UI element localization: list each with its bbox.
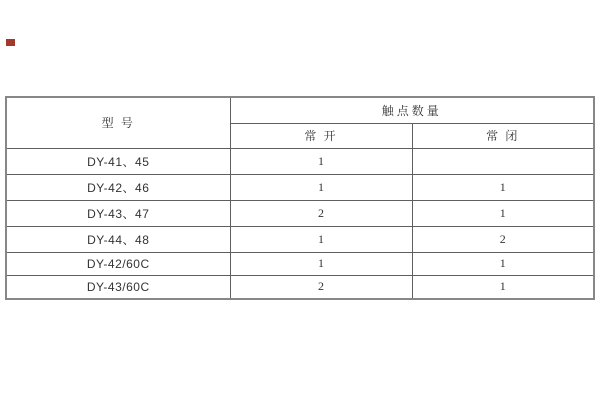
header-normally-open: 常 开 [230, 123, 412, 148]
red-corner-mark [6, 39, 15, 46]
cell-model: DY-42、46 [6, 174, 230, 200]
table-header-row-group [6, 97, 594, 123]
table-row [6, 200, 594, 226]
table-row [6, 226, 594, 252]
cell-normally-open: 1 [230, 148, 412, 174]
cell-model: DY-44、48 [6, 226, 230, 252]
cell-normally-closed: 1 [412, 252, 594, 275]
table-row [6, 174, 594, 200]
cell-normally-closed: 2 [412, 226, 594, 252]
cell-model: DY-43、47 [6, 200, 230, 226]
table-row [6, 275, 594, 299]
cell-normally-closed: 1 [412, 275, 594, 299]
contact-count-table [5, 96, 595, 300]
cell-model: DY-43/60C [6, 275, 230, 299]
cell-normally-closed: 1 [412, 174, 594, 200]
table-row [6, 148, 594, 174]
header-model: 型 号 [6, 97, 230, 148]
header-contact-count-group: 触点数量 [230, 97, 594, 123]
cell-model: DY-41、45 [6, 148, 230, 174]
header-normally-closed: 常 闭 [412, 123, 594, 148]
cell-normally-closed [412, 148, 594, 174]
cell-normally-closed: 1 [412, 200, 594, 226]
cell-normally-open: 1 [230, 252, 412, 275]
cell-normally-open: 2 [230, 275, 412, 299]
cell-normally-open: 1 [230, 226, 412, 252]
table-row [6, 252, 594, 275]
cell-normally-open: 1 [230, 174, 412, 200]
cell-model: DY-42/60C [6, 252, 230, 275]
cell-normally-open: 2 [230, 200, 412, 226]
